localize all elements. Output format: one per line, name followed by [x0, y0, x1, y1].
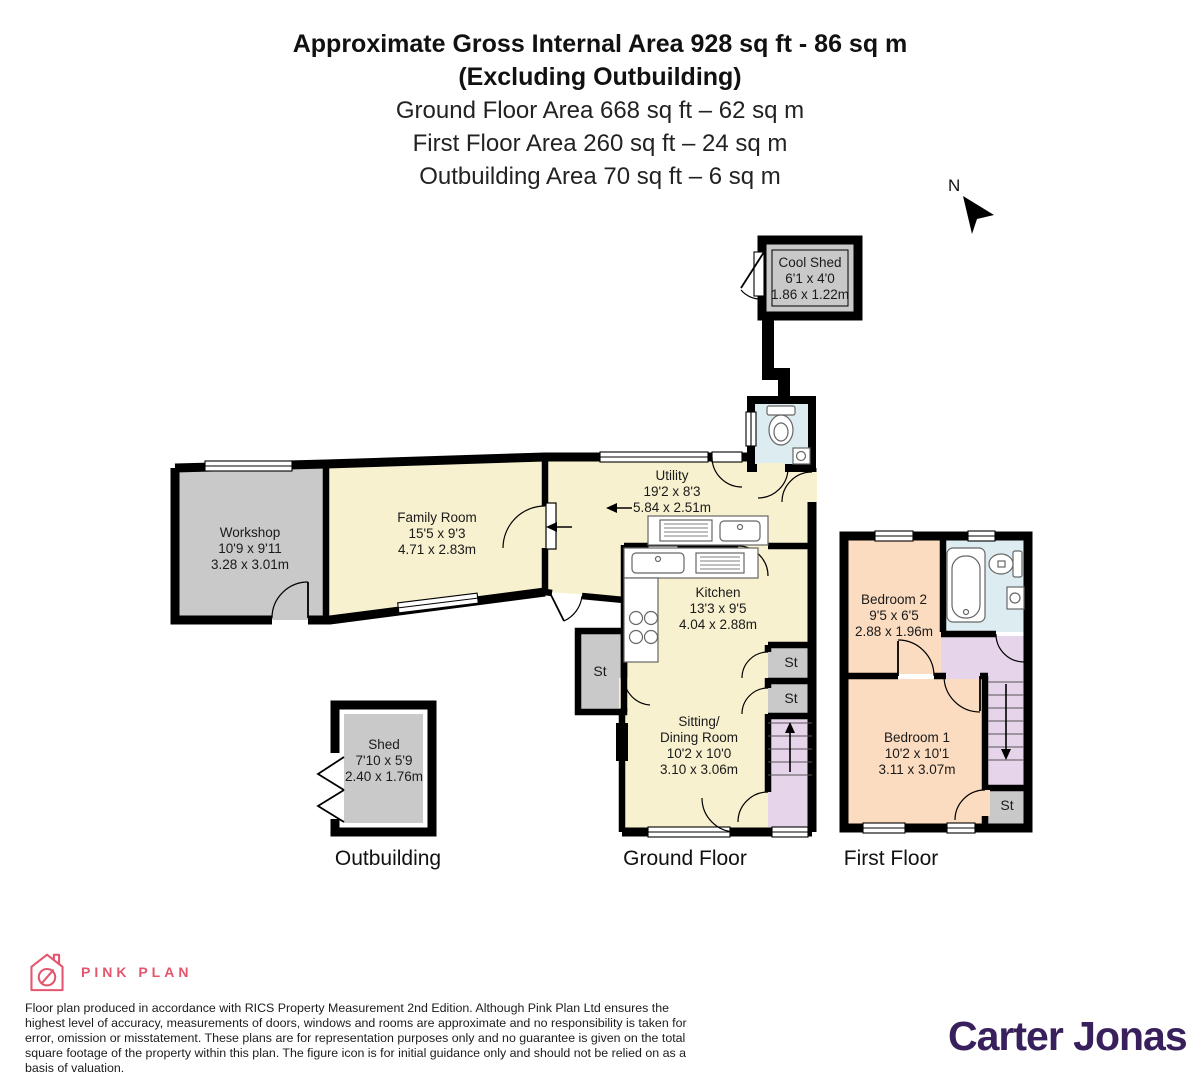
sink-icon-bathroom — [1007, 587, 1024, 609]
room-name: Kitchen — [695, 585, 741, 600]
toilet-icon-wc — [767, 406, 795, 445]
room-label-shed — [345, 737, 423, 785]
hall-exterior-door — [550, 593, 564, 621]
room-dims-imperial: 10'2 x 10'0 — [666, 746, 732, 761]
bedroom2-window — [875, 531, 913, 541]
north-arrow-icon — [963, 196, 994, 234]
room-label-sitting-dining — [660, 714, 738, 778]
utility-east-door-gap — [807, 472, 817, 502]
north-label: N — [948, 176, 961, 195]
wc-window — [746, 412, 756, 446]
hall-south-wall-b — [582, 596, 624, 600]
st-label-first: St — [1000, 797, 1014, 813]
pink-plan-house-icon — [28, 951, 66, 993]
excluding-line: (Excluding Outbuilding) — [458, 63, 742, 91]
disclaimer-text: Floor plan produced in accordance with RICS Property Measurement 2nd Edition. Although Pink Plan Ltd ensures the highest level of accuracy, measurements of doors, windows and rooms are approximate and no responsibility is taken for error, omission or misstatement. These plans are for representation purposes only and no guarantee is given on the total square footage of the property within this plan. The figure icon is for initial guidance only and should not be relied on as a basis of valuation. — [25, 1001, 687, 1075]
sitting-window — [648, 827, 730, 837]
utility-window — [600, 452, 708, 462]
sitting-wall-stub — [616, 723, 628, 761]
room-dims-metric: 2.88 x 1.96m — [854, 624, 934, 639]
kitchen-counter — [624, 548, 758, 578]
carter-jonas-wordmark: Carter Jonas — [948, 1013, 1187, 1059]
room-label-kitchen — [679, 585, 757, 633]
caption-outbuilding: Outbuilding — [334, 847, 442, 870]
room-name: Workshop — [219, 525, 281, 540]
first-floor-area-line: First Floor Area 260 sq ft – 24 sq m — [412, 130, 788, 157]
sink-icon-wc — [793, 448, 810, 464]
st-label-ground-left: St — [593, 663, 607, 679]
room-dims-imperial: 7'10 x 5'9 — [355, 753, 413, 768]
room-label-cool-shed — [771, 255, 849, 303]
hob-icon — [624, 578, 658, 662]
wc-door-gap — [757, 463, 785, 473]
room-dims-imperial: 10'2 x 10'1 — [884, 746, 950, 761]
room-dims-metric: 3.11 x 3.07m — [878, 762, 956, 777]
room-label-utility — [633, 468, 711, 516]
caption-first-floor: First Floor — [843, 847, 939, 870]
room-dims-imperial: 13'3 x 9'5 — [689, 601, 747, 616]
room-label-workshop — [211, 525, 289, 573]
bathroom-window — [968, 531, 995, 541]
st-label-ground-right-2: St — [784, 690, 798, 706]
room-dims-metric: 3.10 x 3.06m — [659, 762, 739, 777]
room-dims-imperial: 19'2 x 8'3 — [643, 484, 701, 499]
room-dims-metric: 4.04 x 2.88m — [678, 617, 758, 632]
room-dims-metric: 5.84 x 2.51m — [632, 500, 712, 515]
outbuilding-area-line: Outbuilding Area 70 sq ft – 6 sq m — [419, 163, 781, 190]
caption-ground-floor: Ground Floor — [623, 847, 747, 870]
room-name: Family Room — [397, 510, 477, 525]
pink-plan-logo — [28, 951, 192, 993]
st-first-door-gap — [980, 790, 990, 816]
hall-south-wall-a — [545, 592, 552, 593]
ground-floor-area-line: Ground Floor Area 668 sq ft – 62 sq m — [395, 97, 805, 124]
pink-plan-wordmark: PINK PLAN — [81, 964, 193, 980]
utility-back-door-gap — [712, 452, 742, 462]
room-label-bedroom1 — [878, 730, 955, 778]
room-dims-metric: 2.40 x 1.76m — [344, 769, 424, 784]
room-name: Bedroom 2 — [860, 592, 928, 607]
gross-area-line: Approximate Gross Internal Area 928 sq ft - 86 sq m — [292, 30, 908, 58]
room-dims-imperial: 10'9 x 9'11 — [218, 541, 282, 556]
room-name: Dining Room — [659, 730, 739, 745]
room-label-family-room — [397, 510, 477, 558]
room-dims-metric: 3.28 x 3.01m — [210, 557, 290, 572]
room-name: Sitting/ — [678, 714, 720, 729]
room-dims-imperial: 6'1 x 4'0 — [785, 271, 835, 286]
room-dims-imperial: 15'5 x 9'3 — [408, 526, 466, 541]
room-dims-metric: 1.86 x 1.22m — [770, 287, 850, 302]
link-passage — [768, 314, 784, 402]
first-floor-plan — [844, 531, 1028, 833]
st-label-ground-right-1: St — [784, 654, 798, 670]
utility-counter — [648, 516, 768, 545]
bathtub-icon — [947, 548, 985, 622]
bedroom1-window-1 — [863, 823, 905, 833]
room-name: Shed — [368, 737, 400, 752]
stairs-window — [772, 827, 808, 837]
workshop-window — [205, 461, 292, 471]
hall-exterior-door-arc — [564, 596, 582, 621]
room-name: Cool Shed — [778, 255, 842, 270]
room-dims-imperial: 9'5 x 6'5 — [869, 608, 919, 623]
room-label-bedroom2 — [855, 592, 933, 640]
room-dims-metric: 4.71 x 2.83m — [397, 542, 477, 557]
room-name: Bedroom 1 — [883, 730, 951, 745]
bedroom1-window-2 — [947, 823, 975, 833]
room-name: Utility — [655, 468, 689, 483]
